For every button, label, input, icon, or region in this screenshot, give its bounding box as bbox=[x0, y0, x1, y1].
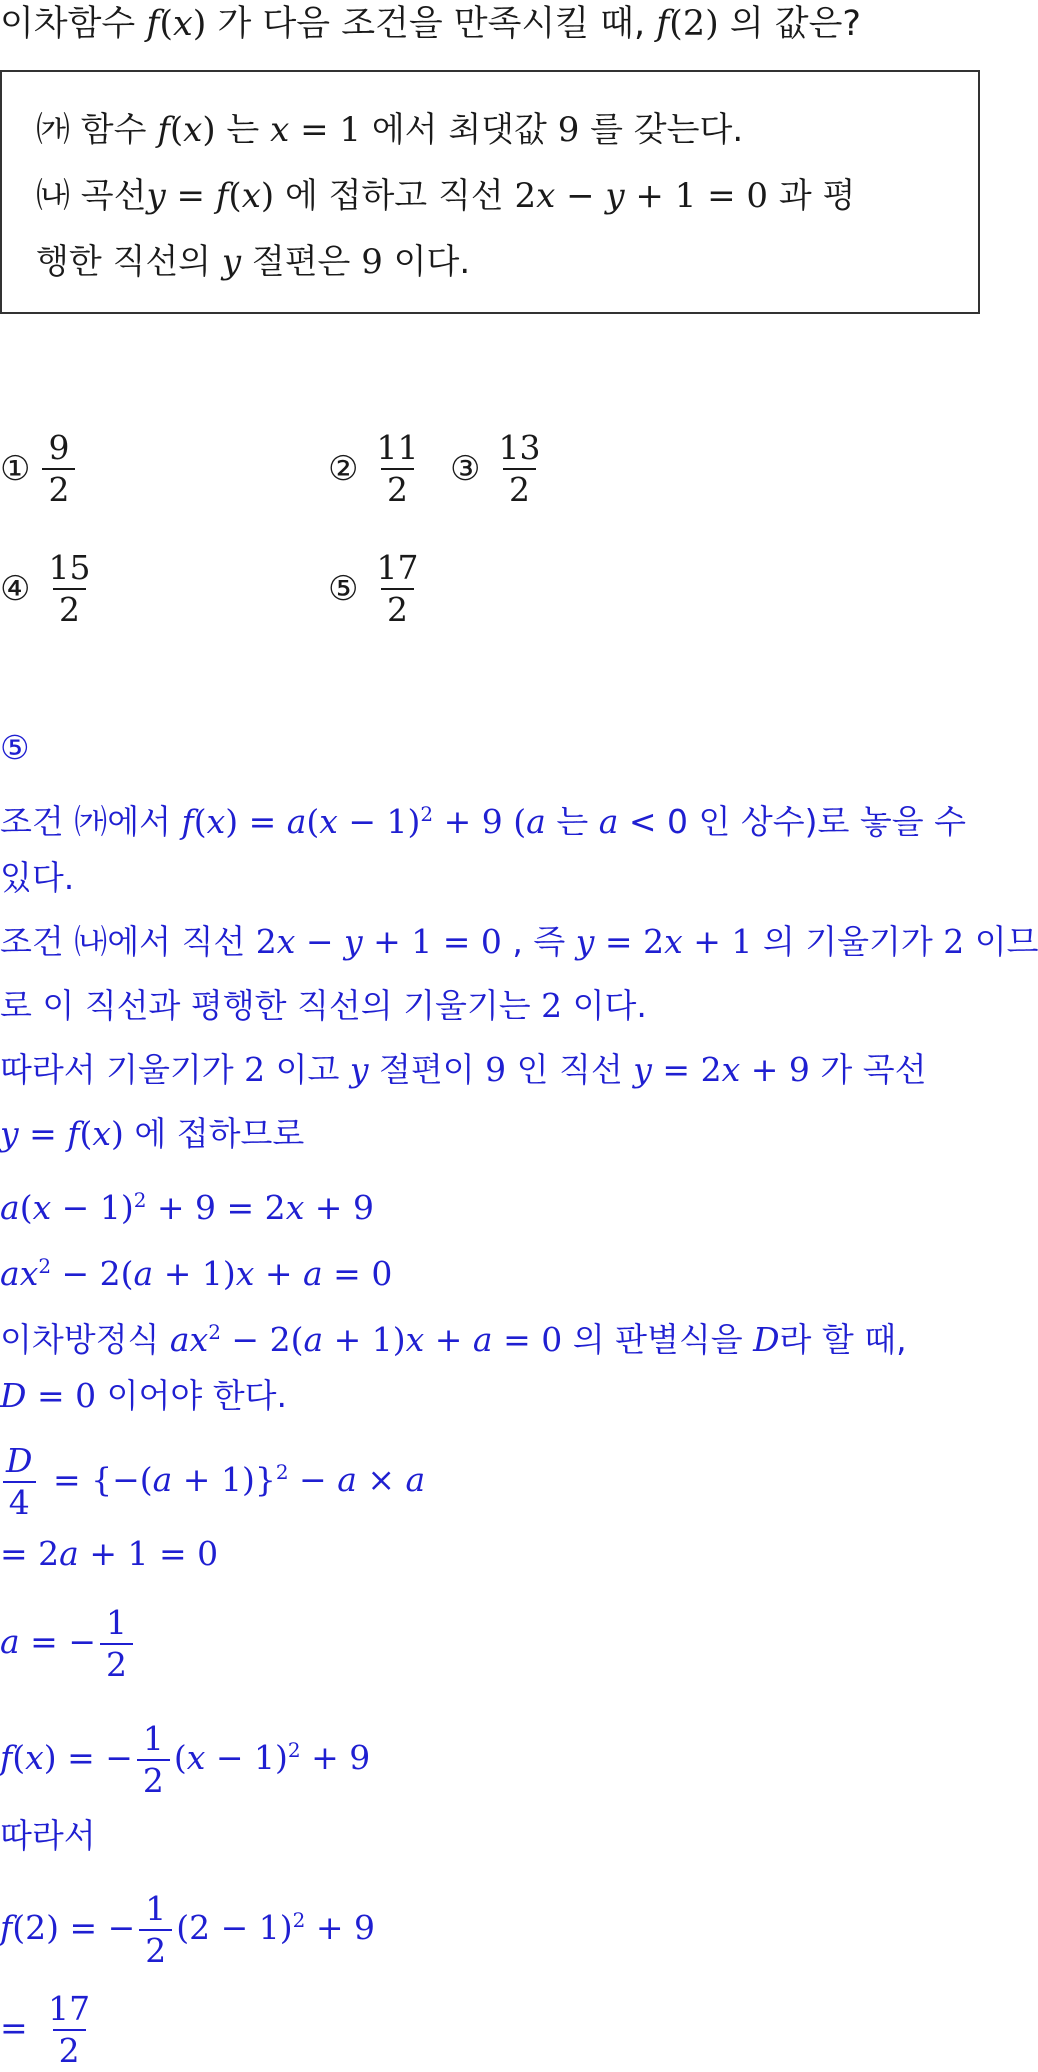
s-math: x bbox=[405, 1320, 425, 1359]
c-text: 는 bbox=[215, 110, 271, 150]
s-math: = bbox=[0, 2008, 39, 2047]
fraction bbox=[100, 1603, 133, 1685]
frac-num: 9 bbox=[48, 428, 70, 467]
frac-den: 2 bbox=[381, 588, 414, 630]
s-text: 에 접하므로 bbox=[123, 1114, 305, 1153]
s-math: + 9 bbox=[740, 1050, 810, 1089]
s-text: 조건 ㈎에서 bbox=[0, 802, 182, 841]
c-math: x bbox=[536, 176, 556, 216]
c-math: = bbox=[165, 176, 216, 216]
s-math: x bbox=[285, 1188, 305, 1227]
frac-den: 4 bbox=[3, 1481, 36, 1523]
s-math: + bbox=[254, 1254, 303, 1293]
s-math: − 1) bbox=[337, 802, 421, 841]
choice-3[interactable] bbox=[450, 428, 550, 510]
s-math: 2 bbox=[244, 1050, 266, 1089]
c-text: 곡선 bbox=[70, 176, 147, 216]
solution-line-4 bbox=[0, 984, 647, 1028]
s-text: 조건 ㈏에서 직선 bbox=[0, 922, 256, 961]
solution-line-7 bbox=[0, 1178, 374, 1230]
s-math: − 1) bbox=[205, 1738, 288, 1777]
s-math: a bbox=[598, 802, 619, 841]
s-text: 이고 bbox=[265, 1050, 350, 1089]
s-math: 2 bbox=[541, 986, 563, 1025]
choice-mark: ⑤ bbox=[328, 569, 359, 609]
frac-num: 17 bbox=[376, 548, 419, 587]
s-math: + 1) bbox=[153, 1254, 236, 1293]
s-math: ) = − bbox=[43, 1738, 133, 1777]
s-text: 가 곡선 bbox=[809, 1050, 927, 1089]
c-math: 9 bbox=[557, 110, 580, 150]
c-text: 에 접하고 직선 bbox=[274, 176, 515, 216]
s-math: x bbox=[235, 1254, 255, 1293]
s-math: x bbox=[206, 802, 226, 841]
s-math: ) bbox=[111, 1114, 124, 1153]
c-math: y bbox=[146, 176, 166, 216]
choice-5[interactable] bbox=[328, 548, 428, 630]
frac-den: 2 bbox=[503, 468, 536, 510]
s-math: y bbox=[344, 922, 363, 961]
s-math: − 2( bbox=[220, 1320, 304, 1359]
solution-answer bbox=[0, 726, 30, 770]
c-math: y bbox=[221, 242, 242, 282]
s-text: , 즉 bbox=[501, 922, 576, 961]
c-math: + 1 = 0 bbox=[624, 176, 769, 216]
s-text: 있다. bbox=[0, 858, 75, 897]
s-math: − bbox=[295, 922, 345, 961]
s-math: ( bbox=[173, 1738, 187, 1777]
c-math: − bbox=[555, 176, 606, 216]
s-math: = {−( bbox=[42, 1460, 153, 1499]
s-math: + 1 = 0 bbox=[78, 1534, 219, 1573]
c-math: x bbox=[241, 176, 261, 216]
s-sup: 2 bbox=[208, 1320, 221, 1344]
s-math: a bbox=[472, 1320, 493, 1359]
s-math: = bbox=[18, 1114, 68, 1153]
c-text: 이다. bbox=[382, 242, 471, 282]
choice-mark: ④ bbox=[0, 569, 31, 609]
s-math: ( bbox=[19, 1188, 33, 1227]
s-math: = 2 bbox=[651, 1050, 722, 1089]
s-math: + 9 bbox=[304, 1188, 374, 1227]
condition-na bbox=[36, 174, 855, 218]
fraction bbox=[42, 1989, 96, 2071]
s-math: x bbox=[189, 1320, 209, 1359]
s-text: 는 bbox=[545, 802, 599, 841]
c-math: y bbox=[605, 176, 625, 216]
s-math: f bbox=[181, 802, 194, 841]
frac-num: 15 bbox=[48, 548, 91, 587]
fraction bbox=[0, 1441, 38, 1523]
frac-den: 2 bbox=[139, 1929, 172, 1971]
s-math: = 0 bbox=[26, 1376, 97, 1415]
c-math: f bbox=[215, 176, 229, 216]
s-math: y bbox=[349, 1050, 369, 1089]
s-sup: 2 bbox=[133, 1188, 147, 1212]
frac-num: 1 bbox=[105, 1602, 127, 1642]
c-text: 함수 bbox=[70, 110, 158, 150]
frac-den: 2 bbox=[53, 2029, 86, 2071]
s-math: (2) = − bbox=[12, 1908, 136, 1947]
s-math: + 9 bbox=[305, 1908, 375, 1947]
fraction bbox=[137, 1719, 170, 1801]
s-text: 따라서 bbox=[0, 1816, 96, 1855]
s-sup: 2 bbox=[275, 1460, 289, 1484]
s-math: 2 bbox=[943, 922, 965, 961]
s-math: f bbox=[0, 1738, 13, 1777]
s-math: + 9 ( bbox=[433, 802, 527, 841]
c-text: 를 갖는다. bbox=[579, 110, 744, 150]
s-sup: 2 bbox=[287, 1738, 301, 1762]
c-math: = 1 bbox=[289, 110, 362, 150]
s-math: x bbox=[276, 922, 296, 961]
condition-na-cont bbox=[36, 240, 470, 284]
solution-line-6 bbox=[0, 1112, 304, 1156]
condition-ga bbox=[36, 108, 743, 152]
s-math: x bbox=[721, 1050, 741, 1089]
c-text: 에서 최댓값 bbox=[361, 110, 558, 150]
s-math: − 1) bbox=[51, 1188, 134, 1227]
q-math: ) bbox=[192, 4, 207, 44]
choice-fraction bbox=[370, 548, 424, 630]
choice-fraction bbox=[492, 428, 546, 510]
s-math: x bbox=[664, 922, 683, 961]
choice-1[interactable] bbox=[0, 428, 79, 510]
s-math: a bbox=[526, 802, 546, 841]
s-math: x bbox=[92, 1114, 112, 1153]
s-sup: 2 bbox=[38, 1254, 52, 1278]
s-math: x bbox=[25, 1738, 44, 1777]
q-math: ( bbox=[159, 4, 173, 44]
c-math: ) bbox=[202, 110, 216, 150]
frac-num: 1 bbox=[145, 1888, 167, 1928]
s-math: f bbox=[0, 1908, 13, 1947]
s-math: x bbox=[19, 1254, 39, 1293]
answer-mark: ⑤ bbox=[0, 728, 30, 767]
s-math: a bbox=[303, 1254, 323, 1293]
s-math: a bbox=[133, 1254, 154, 1293]
s-math: a bbox=[152, 1460, 173, 1499]
s-math: a bbox=[0, 1254, 20, 1293]
frac-den: 2 bbox=[100, 1643, 133, 1685]
s-math: = 2 bbox=[0, 1534, 60, 1573]
s-text: 이차방정식 bbox=[0, 1320, 170, 1359]
s-math: + 1)} bbox=[172, 1460, 276, 1499]
s-math: + 9 bbox=[300, 1738, 371, 1777]
s-math: x bbox=[186, 1738, 206, 1777]
s-sup: 2 bbox=[420, 802, 434, 826]
solution-line-17 bbox=[0, 1986, 100, 2071]
s-text: 라 할 때, bbox=[779, 1320, 907, 1359]
frac-den: 2 bbox=[381, 468, 414, 510]
s-text: 이므 bbox=[964, 922, 1038, 961]
condition-label: ㈏ bbox=[36, 176, 70, 216]
condition-label: ㈎ bbox=[36, 110, 70, 150]
q-math: (2) bbox=[669, 4, 719, 44]
s-math: a bbox=[0, 1188, 20, 1227]
c-text: 행한 직선의 bbox=[36, 242, 222, 282]
c-math: ( bbox=[228, 176, 242, 216]
c-text: 과 평 bbox=[768, 176, 856, 216]
c-math: ) bbox=[260, 176, 275, 216]
q-math: f bbox=[656, 4, 670, 44]
c-math: f bbox=[157, 110, 170, 150]
s-math: + 9 = 2 bbox=[146, 1188, 286, 1227]
s-math: x bbox=[32, 1188, 52, 1227]
s-math: D bbox=[0, 1376, 27, 1415]
s-math: ( bbox=[12, 1738, 26, 1777]
s-math: a bbox=[337, 1460, 357, 1499]
s-math: + bbox=[424, 1320, 473, 1359]
frac-num: D bbox=[6, 1440, 33, 1480]
solution-line-1 bbox=[0, 792, 966, 844]
s-math: x bbox=[319, 802, 338, 841]
s-math: + 1 = 0 bbox=[362, 922, 502, 961]
s-math: ) = bbox=[225, 802, 287, 841]
solution-line-5 bbox=[0, 1048, 926, 1092]
s-math: f bbox=[67, 1114, 80, 1153]
solution-line-15 bbox=[0, 1814, 96, 1858]
s-math: (2 − 1) bbox=[176, 1908, 293, 1947]
s-math: = 0 bbox=[322, 1254, 393, 1293]
solution-line-13 bbox=[0, 1600, 137, 1685]
frac-num: 1 bbox=[142, 1718, 164, 1758]
fraction bbox=[139, 1889, 172, 1971]
frac-num: 11 bbox=[376, 428, 419, 467]
s-math: = 0 bbox=[492, 1320, 563, 1359]
s-text: 이어야 한다. bbox=[96, 1376, 287, 1415]
choice-4[interactable] bbox=[0, 548, 100, 630]
s-math: y bbox=[633, 1050, 652, 1089]
s-math: a bbox=[405, 1460, 426, 1499]
s-text: 따라서 기울기가 bbox=[0, 1050, 245, 1089]
frac-num: 17 bbox=[48, 1988, 91, 2028]
q-text: 이차함수 bbox=[0, 4, 147, 44]
s-text: 인 직선 bbox=[506, 1050, 634, 1089]
s-math: a bbox=[169, 1320, 190, 1359]
s-math: y bbox=[0, 1114, 19, 1153]
choice-mark: ① bbox=[0, 449, 31, 489]
c-math: x bbox=[270, 110, 290, 150]
s-math: − bbox=[288, 1460, 338, 1499]
solution-line-12 bbox=[0, 1532, 218, 1576]
s-math: × bbox=[356, 1460, 406, 1499]
q-text: 의 값은? bbox=[718, 4, 862, 44]
s-math: ( bbox=[193, 802, 207, 841]
frac-den: 2 bbox=[53, 588, 86, 630]
s-math: + 1) bbox=[323, 1320, 406, 1359]
s-math: y bbox=[575, 922, 595, 961]
s-math: = 2 bbox=[594, 922, 665, 961]
solution-line-8 bbox=[0, 1244, 392, 1296]
choice-fraction bbox=[370, 428, 424, 510]
q-math: f bbox=[146, 4, 160, 44]
solution-line-9 bbox=[0, 1310, 907, 1362]
c-text: 절편은 bbox=[241, 242, 362, 282]
s-math: 2 bbox=[255, 922, 277, 961]
choice-fraction bbox=[42, 548, 96, 630]
s-math: ( bbox=[306, 802, 320, 841]
c-math: ( bbox=[169, 110, 184, 150]
c-math: 2 bbox=[514, 176, 537, 216]
choice-2[interactable] bbox=[328, 428, 428, 510]
s-math: a bbox=[0, 1622, 20, 1661]
s-math: a bbox=[286, 802, 307, 841]
choice-fraction bbox=[42, 428, 75, 510]
choice-mark: ② bbox=[328, 449, 359, 489]
s-math: + 1 bbox=[682, 922, 753, 961]
solution-line-3 bbox=[0, 920, 1038, 964]
s-sup: 2 bbox=[292, 1908, 306, 1932]
s-text: < 0 인 상수)로 놓을 수 bbox=[618, 802, 966, 841]
s-math: 9 bbox=[485, 1050, 507, 1089]
q-text: 가 다음 조건을 만족시킬 때, bbox=[206, 4, 657, 44]
s-math: = − bbox=[19, 1622, 96, 1661]
s-text: 의 판별식을 bbox=[562, 1320, 754, 1359]
choice-mark: ③ bbox=[450, 449, 481, 489]
solution-line-2 bbox=[0, 856, 74, 900]
question-text bbox=[0, 2, 861, 46]
s-math: a bbox=[303, 1320, 324, 1359]
frac-num: 13 bbox=[498, 428, 541, 467]
frac-den: 2 bbox=[42, 468, 75, 510]
frac-den: 2 bbox=[137, 1759, 170, 1801]
q-math: x bbox=[173, 4, 193, 44]
conditions-box bbox=[0, 70, 980, 314]
solution-line-10 bbox=[0, 1374, 287, 1418]
s-math: − 2( bbox=[51, 1254, 134, 1293]
c-math: x bbox=[183, 110, 203, 150]
s-text: 이다. bbox=[562, 986, 647, 1025]
s-text: 절편이 bbox=[368, 1050, 486, 1089]
s-math: D bbox=[753, 1320, 780, 1359]
s-math: a bbox=[59, 1534, 79, 1573]
s-text: 의 기울기가 bbox=[752, 922, 944, 961]
c-math: 9 bbox=[361, 242, 383, 282]
solution-line-11 bbox=[0, 1430, 425, 1523]
solution-line-14 bbox=[0, 1708, 370, 1801]
s-text: 로 이 직선과 평행한 직선의 기울기는 bbox=[0, 986, 542, 1025]
s-math: ( bbox=[79, 1114, 93, 1153]
solution-line-16 bbox=[0, 1878, 375, 1971]
